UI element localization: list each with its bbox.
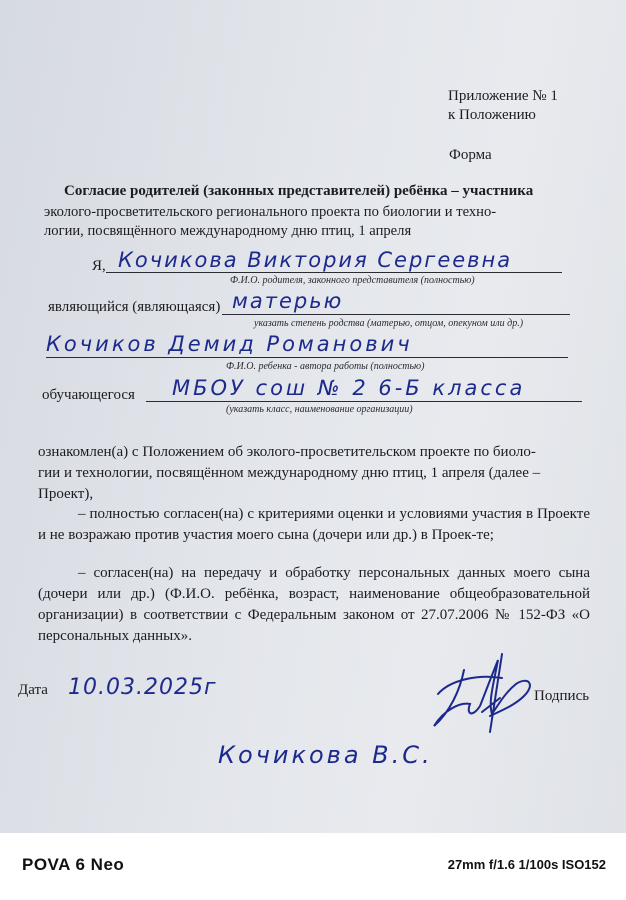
signature-label: Подпись xyxy=(534,688,590,704)
title-line-2: эколого-просветительского регионального проекта по биологии и техно- xyxy=(44,204,497,220)
studying-label: обучающегося xyxy=(42,387,135,403)
body-para2: – полностью согласен(на) с критериями оценки и условиями участия в Проекте и не возражаю против участия моего сына (дочери или др.) в Проек-те; xyxy=(38,506,590,543)
parent-name-handwritten: Кочикова Виктория Сергеевна xyxy=(118,248,513,272)
body-para1-line3: Проект), xyxy=(38,486,94,502)
form-label: Форма xyxy=(449,147,492,163)
relation-label: являющийся (являющаяся) xyxy=(48,299,221,315)
signature-scribble xyxy=(420,640,550,740)
relation-line xyxy=(222,314,570,315)
title-line-3: логии, посвящённого международному дню птиц, 1 апреля xyxy=(44,223,412,239)
appendix-regulation: к Положению xyxy=(448,107,536,123)
relation-handwritten: матерью xyxy=(232,289,344,313)
child-name-hint: Ф.И.О. ребенка - автора работы (полностью) xyxy=(226,361,425,372)
appendix-number: Приложение № 1 xyxy=(448,88,558,104)
school-line xyxy=(146,401,582,402)
body-para1-line2: гии и технологии, посвящённом международному дню птиц, 1 апреля (далее – xyxy=(38,465,541,481)
ya-label: Я, xyxy=(92,258,106,274)
parent-name-line xyxy=(106,272,562,273)
date-handwritten: 10.03.2025г xyxy=(68,675,217,700)
camera-footer xyxy=(0,833,626,900)
child-name-handwritten: Кочиков Демид Романович xyxy=(46,332,413,356)
signer-handwritten: Кочикова В.С. xyxy=(218,741,433,769)
body-para1-line1: ознакомлен(а) с Положением об эколого-просветительском проекте по биоло- xyxy=(38,444,536,460)
school-handwritten: МБОУ сош № 2 6-Б класса xyxy=(172,376,526,400)
relation-hint: указать степень родства (матерью, отцом, опекуном или др.) xyxy=(254,318,524,329)
child-name-line xyxy=(46,357,568,358)
device-name: POVA 6 Neo xyxy=(22,855,125,874)
school-hint: (указать класс, наименование организации) xyxy=(226,404,413,415)
document-title: Согласие родителей (законных представителей) ребёнка – участника xyxy=(64,183,534,199)
parent-name-hint: Ф.И.О. родителя, законного представителя (полностью) xyxy=(230,275,475,286)
date-label: Дата xyxy=(18,682,48,698)
camera-settings: 27mm f/1.6 1/100s ISO152 xyxy=(447,857,606,872)
body-para3: – согласен(на) на передачу и обработку персональных данных моего сына (дочери или др.) (Ф.И.О. ребёнка, возраст, наименование общеобразовательной организации) в соответствии с Федеральным законом от 27.07.2006 № 152-ФЗ «О персональных данных». xyxy=(38,565,590,644)
